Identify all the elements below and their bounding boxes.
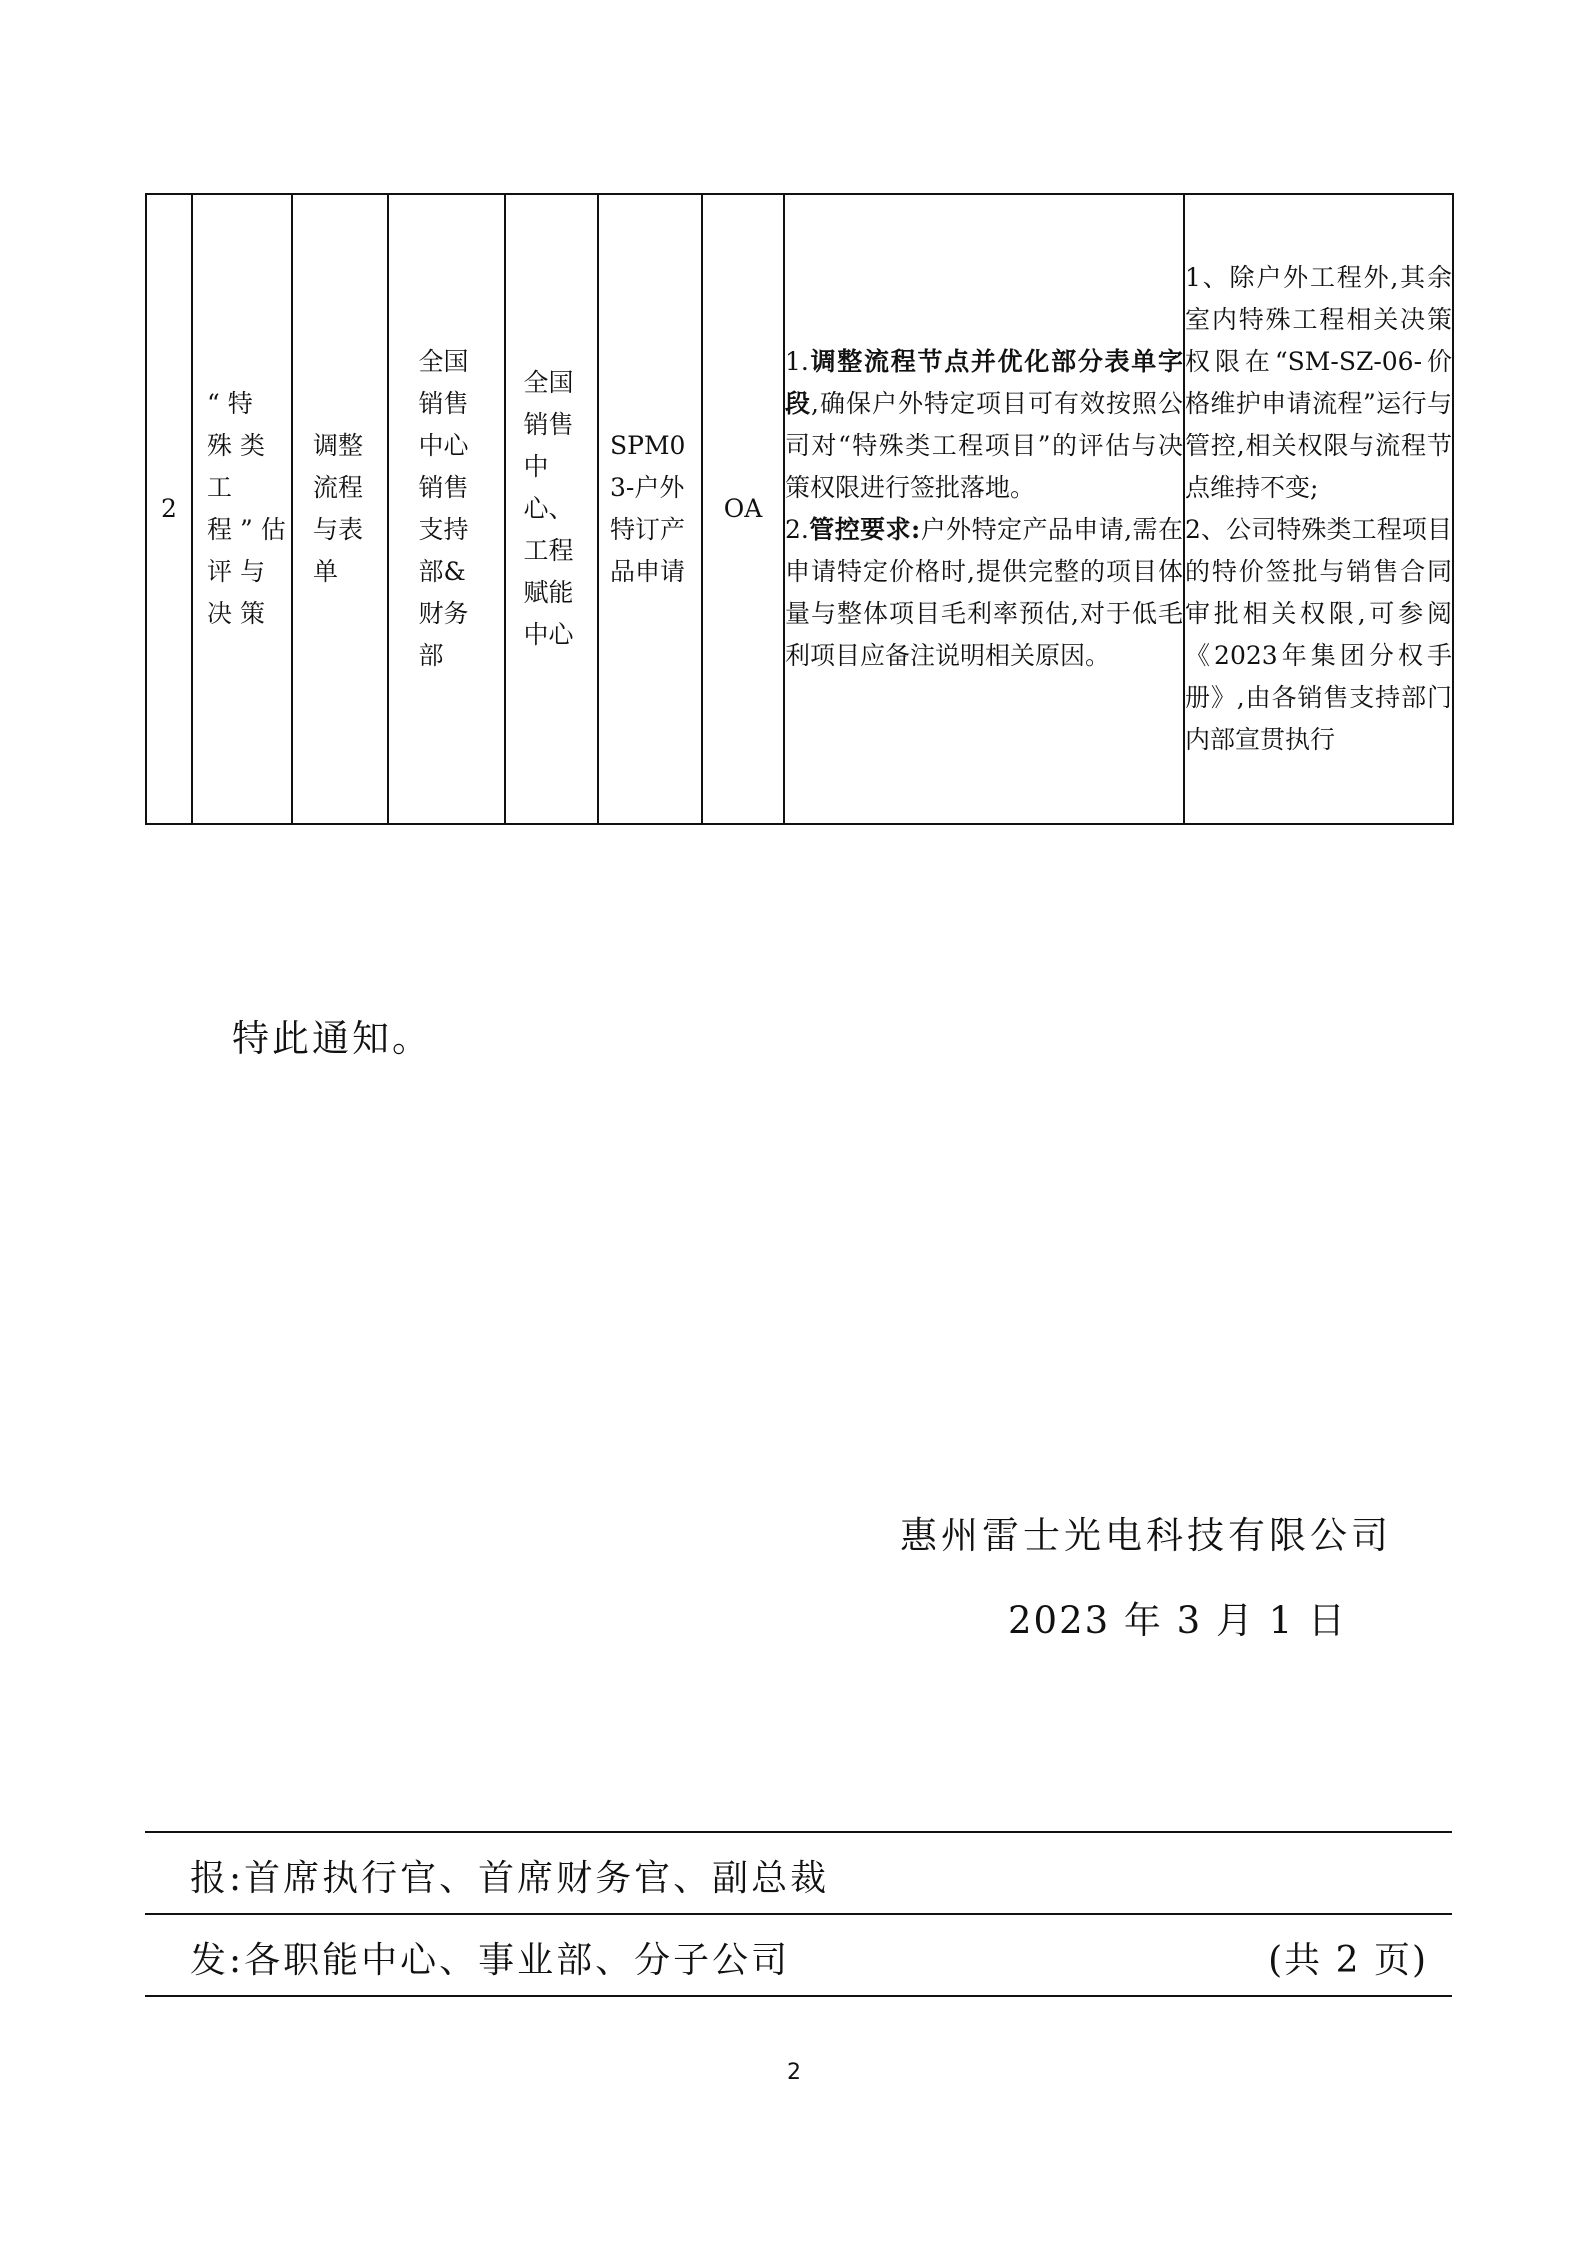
content-point-2: 2.管控要求:户外特定产品申请,需在申请特定价格时,提供完整的项目体量与整体项目毛利率预估,对于低毛利项目应备注说明相关原因。 — [785, 515, 1183, 670]
row-index: 2 — [146, 194, 192, 824]
content-point-1: 1.调整流程节点并优化部分表单字段,确保户外特定项目可有效按照公司对“特殊类工程项目”的评估与决策权限进行签批落地。 — [785, 347, 1183, 502]
process-table — [145, 193, 1454, 825]
send-to: 发:各职能中心、事业部、分子公司 — [190, 1940, 791, 1981]
system-cell: OA — [702, 194, 784, 824]
executor-cell: 全国销售中心、工程赋能中心 — [523, 368, 574, 649]
report-to: 报:首席执行官、首席财务官、副总裁 — [190, 1858, 830, 1899]
footer-bottom-rule — [145, 1995, 1452, 1997]
content-cell — [784, 194, 1184, 824]
change-type-cell: 调整流程与表单 — [313, 431, 364, 586]
item-cell: “特殊类工程”估评与决策 — [207, 389, 294, 628]
notes-cell — [1184, 194, 1453, 824]
process-cell: SPM03-户外特订产品申请 — [610, 431, 686, 586]
footer-middle-rule — [145, 1913, 1452, 1915]
page-count: (共 2 页) — [1268, 1940, 1428, 1981]
notice-text: 特此通知。 — [232, 1017, 432, 1060]
table-row — [146, 194, 1453, 824]
company-name: 惠州雷士光电科技有限公司 — [900, 1514, 1392, 1557]
page-number: 2 — [787, 2060, 801, 2085]
note-1: 1、除户外工程外,其余室内特殊工程相关决策权限在“SM-SZ-06-价格维护申请流程”运行与管控,相关权限与流程节点维持不变; — [1185, 263, 1452, 502]
issue-date: 2023 年 3 月 1 日 — [1008, 1599, 1348, 1642]
note-2: 2、公司特殊类工程项目的特价签批与销售合同审批相关权限,可参阅《2023年集团分权手册》,由各销售支持部门内部宣贯执行 — [1185, 515, 1452, 754]
owner-cell: 全国销售中心销售支持部&财务部 — [418, 347, 469, 670]
footer-top-rule — [145, 1831, 1452, 1833]
